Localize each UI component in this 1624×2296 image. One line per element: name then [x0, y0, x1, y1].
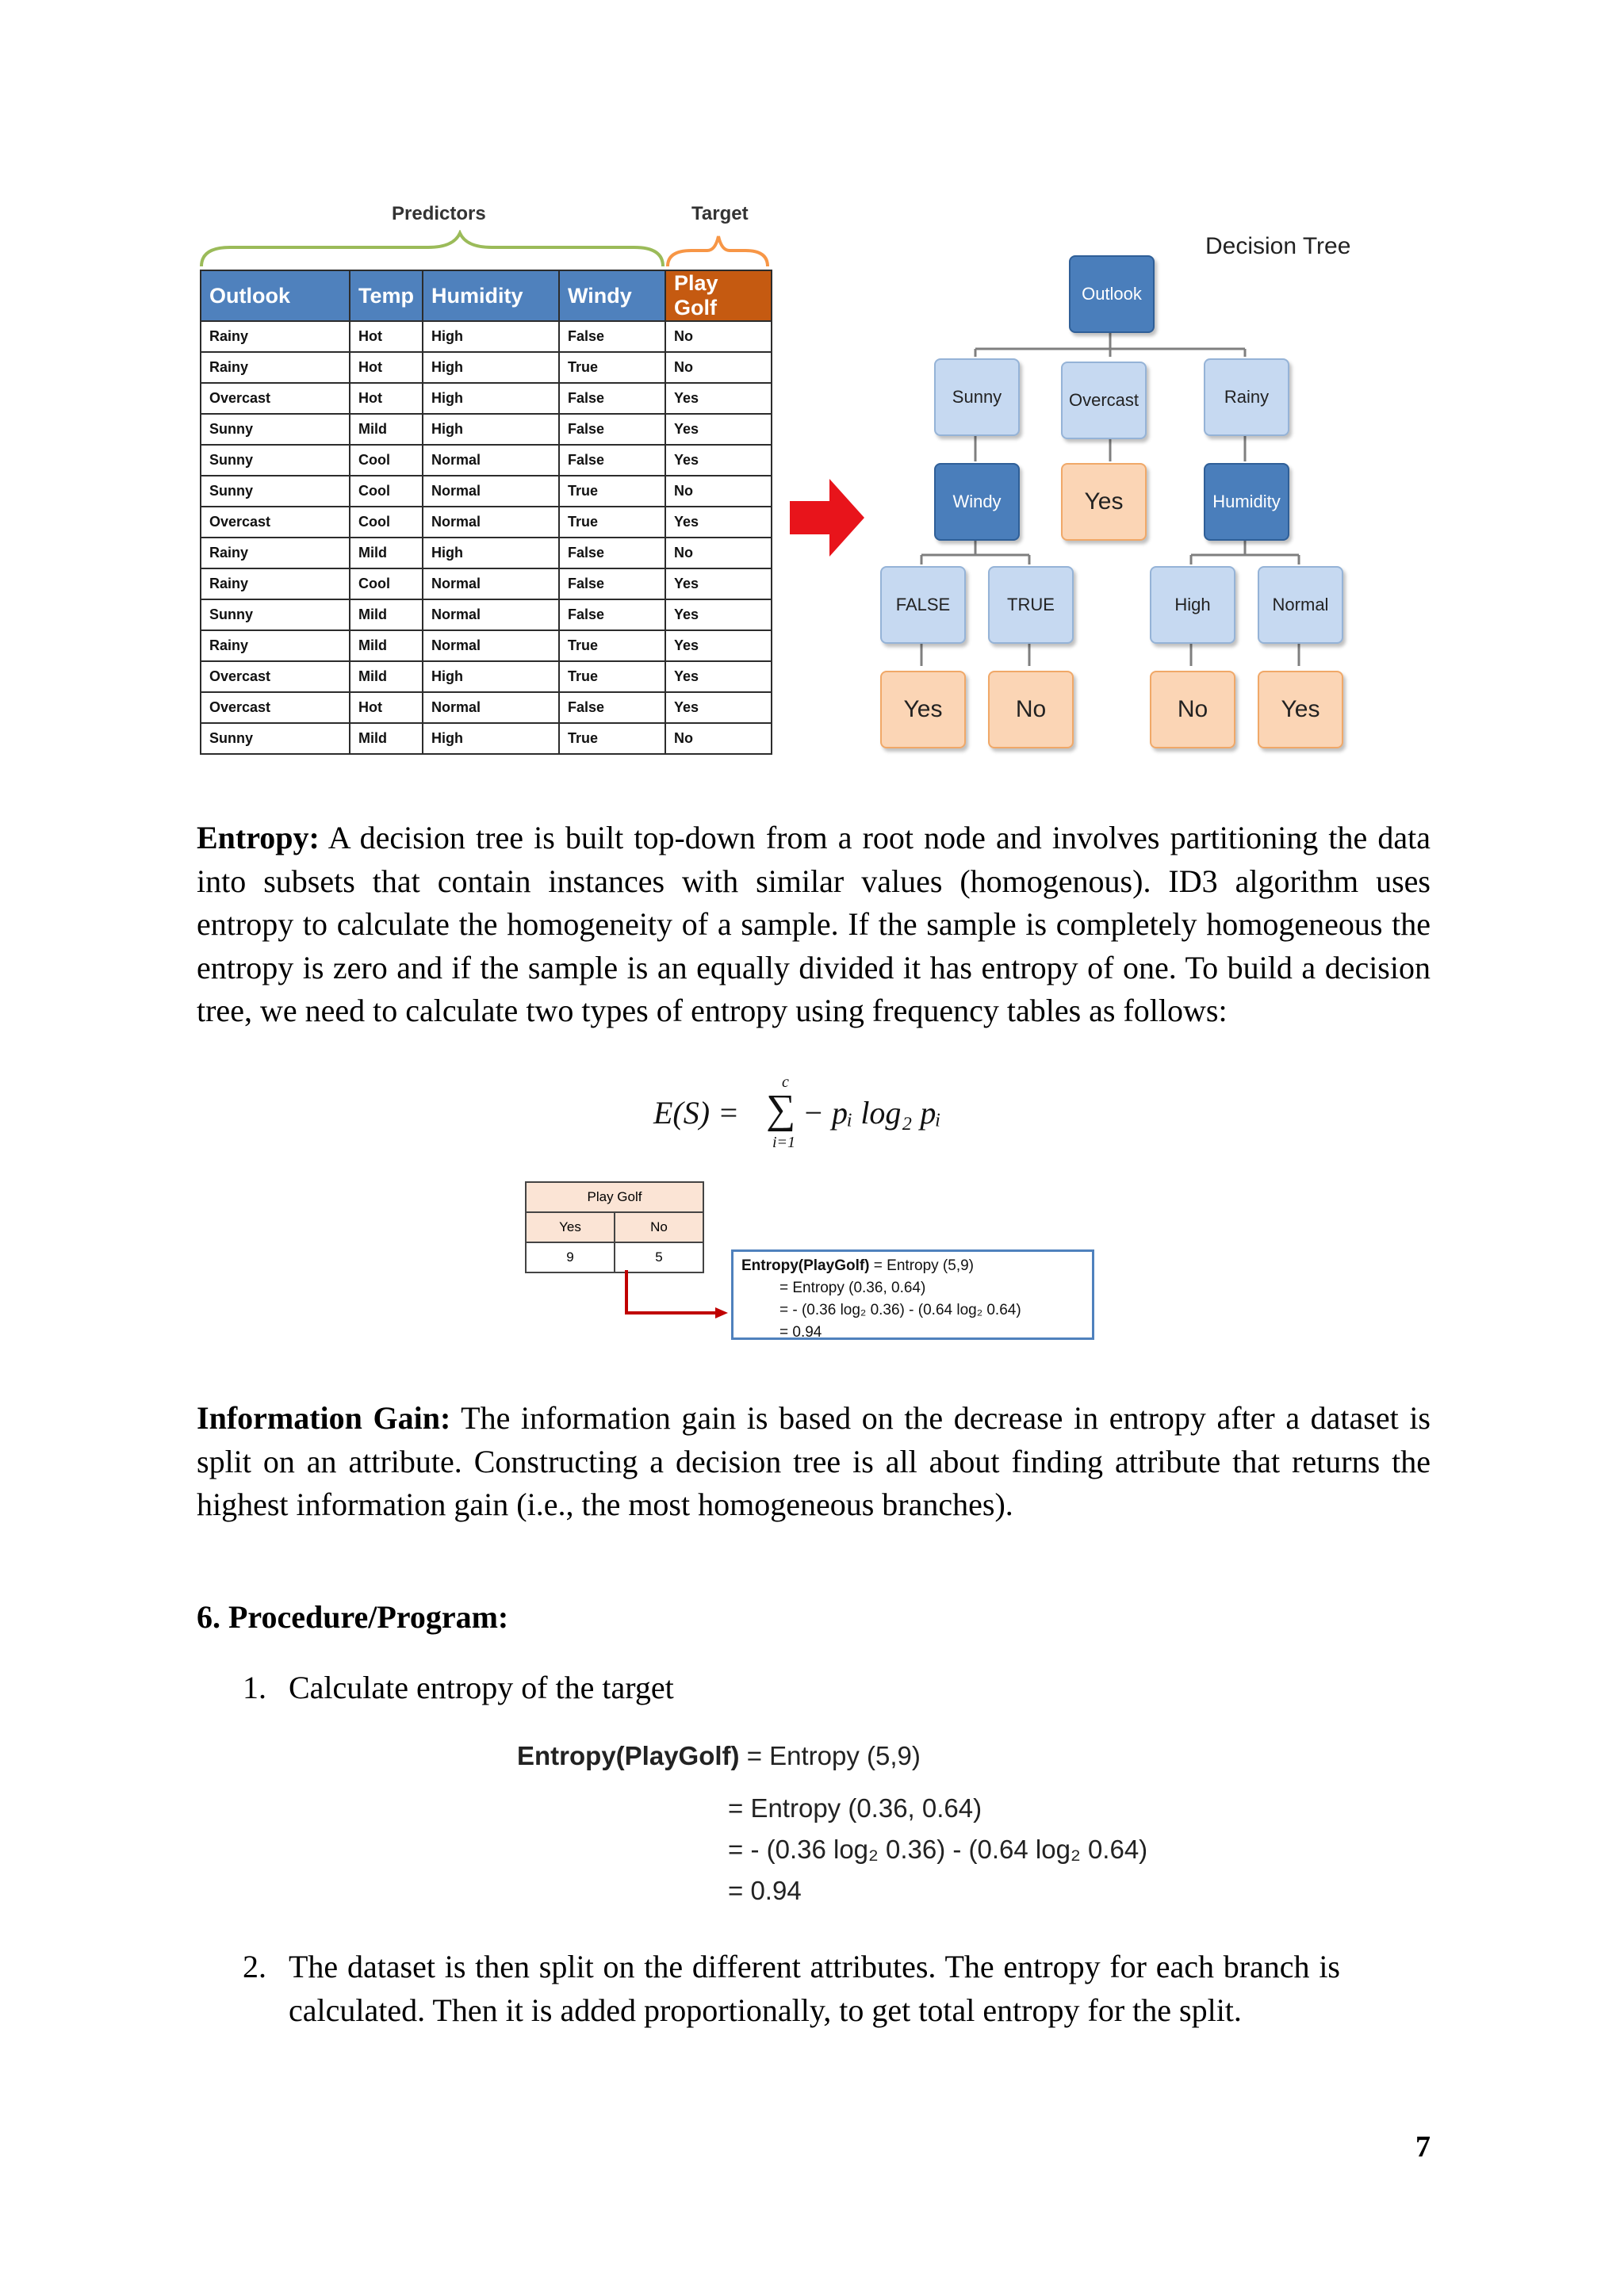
calc-big-line1: = Entropy (5,9) [739, 1741, 921, 1770]
table-cell: False [559, 538, 665, 568]
count-table-title: Play Golf [526, 1182, 703, 1212]
page-number: 7 [1415, 2130, 1431, 2164]
count-no-label: No [615, 1212, 703, 1242]
table-row [201, 414, 772, 445]
table-row [201, 630, 772, 661]
table-cell: True [559, 630, 665, 661]
table-cell: Overcast [201, 383, 350, 414]
leaf-true-no: No [988, 671, 1074, 748]
column-header: Outlook [201, 270, 350, 321]
play-golf-count-table [525, 1181, 704, 1273]
table-cell: False [559, 692, 665, 723]
target-label: Target [691, 203, 749, 224]
table-cell: Rainy [201, 568, 350, 599]
table-cell: False [559, 599, 665, 630]
table-cell: Yes [665, 507, 772, 538]
leaf-false-yes: Yes [880, 671, 966, 748]
table-cell: Yes [665, 630, 772, 661]
table-cell: True [559, 661, 665, 692]
calc-small-label: Entropy(PlayGolf) [741, 1257, 870, 1274]
step2-number: 2. [243, 1949, 266, 1984]
table-cell: High [423, 723, 559, 754]
table-cell: High [423, 661, 559, 692]
table-cell: Sunny [201, 723, 350, 754]
table-cell: Rainy [201, 321, 350, 352]
table-cell: Mild [350, 599, 423, 630]
table-cell: Rainy [201, 630, 350, 661]
table-cell: False [559, 414, 665, 445]
branch-sunny: Sunny [934, 358, 1020, 436]
table-cell: High [423, 321, 559, 352]
table-cell: Yes [665, 383, 772, 414]
count-yes-value: 9 [526, 1242, 615, 1272]
table-cell: False [559, 568, 665, 599]
count-no-value: 5 [615, 1242, 703, 1272]
table-cell: Overcast [201, 661, 350, 692]
elbow-arrow-icon [622, 1269, 733, 1324]
table-cell: Sunny [201, 445, 350, 476]
braces [198, 230, 769, 270]
table-cell: Sunny [201, 414, 350, 445]
table-row [201, 352, 772, 383]
information-gain-label: Information Gain: [197, 1400, 451, 1436]
golf-dataset-table [200, 270, 772, 755]
table-cell: Overcast [201, 507, 350, 538]
table-cell: Normal [423, 507, 559, 538]
formula-lower: i=1 [772, 1134, 796, 1151]
count-yes-label: Yes [526, 1212, 615, 1242]
table-cell: No [665, 538, 772, 568]
column-header: Windy [559, 270, 665, 321]
table-cell: Hot [350, 321, 423, 352]
step1-number: 1. [243, 1670, 266, 1705]
table-row [201, 599, 772, 630]
table-row [201, 383, 772, 414]
leaf-overcast-yes: Yes [1061, 463, 1147, 541]
table-cell: Overcast [201, 692, 350, 723]
leaf-normal-yes: Yes [1258, 671, 1343, 748]
table-cell: Cool [350, 445, 423, 476]
predictors-brace [201, 233, 663, 266]
target-column-header: Play Golf [665, 270, 772, 321]
table-cell: High [423, 538, 559, 568]
table-row [201, 321, 772, 352]
table-cell: False [559, 445, 665, 476]
table-cell: Mild [350, 538, 423, 568]
table-cell: Mild [350, 661, 423, 692]
column-header: Temp [350, 270, 423, 321]
table-cell: Mild [350, 630, 423, 661]
table-row [201, 507, 772, 538]
table-cell: Normal [423, 599, 559, 630]
table-row [201, 538, 772, 568]
table-cell: Sunny [201, 476, 350, 507]
target-brace [668, 236, 768, 266]
node-humidity: Humidity [1204, 463, 1289, 541]
entropy-paragraph [197, 817, 1431, 1033]
table-cell: High [423, 352, 559, 383]
formula-rhs: − pᵢ log₂ pᵢ [802, 1095, 941, 1131]
table-cell: No [665, 321, 772, 352]
branch-rainy: Rainy [1204, 358, 1289, 436]
procedure-heading: 6. Procedure/Program: [197, 1599, 509, 1635]
table-row [201, 445, 772, 476]
branch-normal: Normal [1258, 566, 1343, 644]
table-cell: Normal [423, 445, 559, 476]
table-cell: No [665, 723, 772, 754]
table-cell: True [559, 507, 665, 538]
table-cell: No [665, 476, 772, 507]
calc-big-line4: = 0.94 [728, 1876, 802, 1905]
decision-tree-title: Decision Tree [1205, 233, 1351, 259]
table-cell: False [559, 321, 665, 352]
table-cell: Hot [350, 352, 423, 383]
table-cell: Cool [350, 507, 423, 538]
formula-sum: ∑ [766, 1087, 796, 1132]
predictors-label: Predictors [392, 203, 486, 224]
column-header: Humidity [423, 270, 559, 321]
table-row [201, 661, 772, 692]
table-cell: Normal [423, 568, 559, 599]
table-cell: Yes [665, 599, 772, 630]
table-cell: Normal [423, 692, 559, 723]
table-cell: Cool [350, 568, 423, 599]
table-cell: Yes [665, 414, 772, 445]
entropy-label: Entropy: [197, 820, 320, 855]
table-cell: No [665, 352, 772, 383]
table-cell: Mild [350, 723, 423, 754]
calc-small-line1: = Entropy (5,9) [869, 1257, 974, 1274]
table-cell: Yes [665, 661, 772, 692]
table-cell: Hot [350, 383, 423, 414]
branch-overcast: Overcast [1061, 362, 1147, 439]
calc-small-line2: = Entropy (0.36, 0.64) [779, 1280, 926, 1296]
formula-upper: c [782, 1073, 789, 1091]
table-cell: Sunny [201, 599, 350, 630]
table-cell: True [559, 476, 665, 507]
table-cell: False [559, 383, 665, 414]
table-cell: Rainy [201, 352, 350, 383]
table-header-row [201, 270, 772, 321]
table-cell: High [423, 383, 559, 414]
information-gain-paragraph [197, 1397, 1431, 1527]
table-cell: Rainy [201, 538, 350, 568]
table-cell: True [559, 352, 665, 383]
step1-text: Calculate entropy of the target [289, 1670, 674, 1705]
arrow-right-icon [790, 479, 866, 557]
entropy-text: A decision tree is built top-down from a root node and involves partitioning the data into subsets that contain instances with similar values (homogenous). ID3 algorithm uses entropy to calculate the homogeneity of a sample. If the sample is completely homogeneous the entropy is zero and if the sample is an equally divided it has entropy of one. To build a decision tree, we need to calculate two types of entropy using frequency tables as follows: [197, 820, 1431, 1028]
calc-big-line3: = - (0.36 log₂ 0.36) - (0.64 log₂ 0.64) [728, 1835, 1148, 1864]
branch-high: High [1150, 566, 1235, 644]
table-row [201, 476, 772, 507]
node-windy: Windy [934, 463, 1020, 541]
calc-big-line2: = Entropy (0.36, 0.64) [728, 1793, 982, 1823]
formula-lhs: E(S) = [653, 1095, 740, 1131]
table-cell: Mild [350, 414, 423, 445]
table-cell: Cool [350, 476, 423, 507]
calc-big-label: Entropy(PlayGolf) [517, 1741, 740, 1770]
calc-small-line3: = - (0.36 log₂ 0.36) - (0.64 log₂ 0.64) [779, 1302, 1021, 1318]
calc-small-line4: = 0.94 [779, 1324, 822, 1341]
branch-true: TRUE [988, 566, 1074, 644]
table-row [201, 568, 772, 599]
entropy-calculation-box [731, 1249, 1094, 1340]
table-cell: Normal [423, 476, 559, 507]
table-cell: Yes [665, 692, 772, 723]
branch-false: FALSE [880, 566, 966, 644]
step2-text: The dataset is then split on the different attributes. The entropy for each branch is calculated. Then it is added proportionally, to get total entropy for the split. [289, 1949, 1340, 2028]
table-cell: Yes [665, 568, 772, 599]
table-cell: True [559, 723, 665, 754]
table-row [201, 692, 772, 723]
table-row [201, 723, 772, 754]
tree-root-node: Outlook [1069, 255, 1155, 333]
table-cell: Hot [350, 692, 423, 723]
leaf-high-no: No [1150, 671, 1235, 748]
table-cell: High [423, 414, 559, 445]
table-cell: Normal [423, 630, 559, 661]
information-gain-text: The information gain is based on the decrease in entropy after a dataset is split on an attribute. Constructing a decision tree is all about finding attribute that returns the highest information gain (i.e., the most homogeneous branches). [197, 1400, 1431, 1522]
table-cell: Yes [665, 445, 772, 476]
